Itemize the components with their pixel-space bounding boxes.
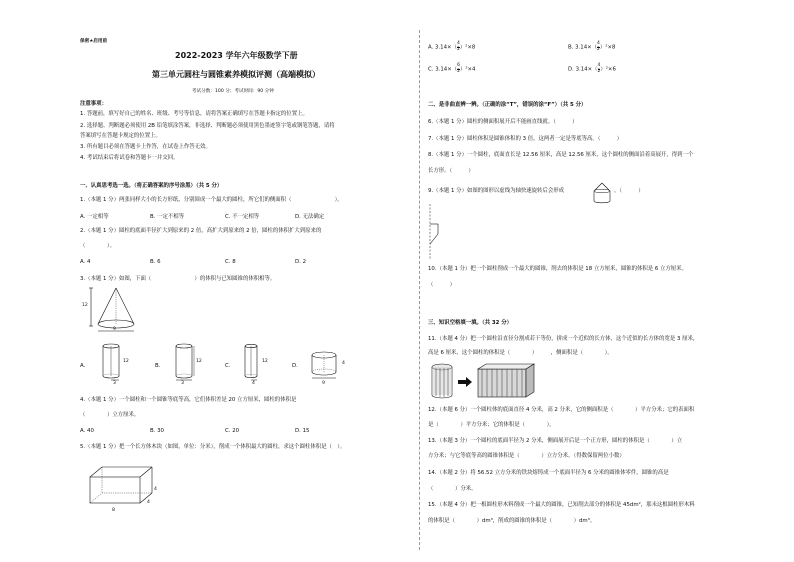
q5-option-c-prefix: C. 3.14×（ [428, 66, 458, 73]
cuboid-length-label: 8 [112, 508, 115, 513]
note-1: 1. 答题前，填写好自己的姓名、班级、考号等信息，请将答案正确填写在答题卡指定的位置上。 [80, 111, 308, 117]
note-4: 4. 考试结束后将试卷和答题卡一并交回。 [80, 155, 179, 161]
q5-option-b[interactable] [568, 42, 615, 52]
q15-text: 15.（本题 4 分）把一根圆柱形木料削成一个最大的圆锥，已知削去部分的体积是 45dm²，那未这根圆柱形木料 [428, 502, 695, 508]
q3-option-c[interactable]: C. [225, 363, 231, 369]
fraction-denominator: 2 [456, 46, 460, 52]
fraction-denominator: 2 [597, 68, 601, 74]
q1-option-d[interactable]: D. 无法确定 [295, 214, 325, 220]
q14-text: 14.（本题 2 分）将 56.52 立方分米的铁块熔铸成一个底面半径为 6 分米的圆锥体零件，圆锥的高是 [428, 470, 669, 476]
q5-option-d-suffix: ）²×6 [600, 66, 616, 73]
note-2: 2. 选择题、判断题必须使用 2B 铅笔填涂答案，非选择、判断题必须使用黑色墨迹签字笔或钢笔答题，请将 [80, 123, 335, 129]
q10-text-cont: （ ） [428, 282, 455, 288]
q1-option-a[interactable]: A. 一定相等 [80, 214, 109, 220]
q6-text: 6.（本题 1 分）圆柱的侧面积展开后不能画直线就。（ ） [428, 119, 578, 125]
cylinder-a-radius: 3 [113, 381, 116, 386]
q5-text: 5.（本题 1 分）把一个长方体木块（如图，单位：分米），削成一个体积最大的圆柱，求这个圆柱体积是（ ）。 [80, 444, 346, 450]
fraction-numerator: 4 [597, 41, 600, 46]
q2-option-c[interactable]: C. 8 [225, 259, 236, 265]
cone-right-edge [116, 288, 134, 324]
q5-option-a-prefix: A. 3.14×（ [428, 44, 457, 51]
q3-text: 3.（本题 1 分）如图，下面（ ）的体积与已知圆锥的体积相等。 [80, 276, 276, 282]
arrow-icon [458, 377, 472, 387]
q5-option-c[interactable] [428, 64, 475, 74]
q9-cone-cylinder-figure [591, 182, 613, 204]
column-divider [419, 30, 421, 550]
q3-option-b[interactable]: B. [155, 363, 161, 369]
q2-text-cont: （ ）。 [80, 243, 116, 249]
cone-left-edge [98, 288, 116, 324]
note-2b: 答案填写在答题卡规定的位置上。 [80, 133, 161, 139]
cuboid-width-label: 4 [147, 500, 150, 505]
q4-option-a[interactable]: A. 40 [80, 428, 94, 434]
cone-radius-label: 9 [113, 327, 116, 332]
q10-text: 10.（本题 1 分）把一个圆柱削成一个最大的圆锥，削去的体积是 18 立方厘米，圆锥的体积是 6 立方厘米。 [428, 266, 687, 272]
q11-cylinder-to-cuboid-figure [430, 363, 550, 403]
q5-option-b-prefix: B. 3.14×（ [568, 44, 598, 51]
section2-heading: 二、是非曲直辨一辨。（正确的涂“T”，错误的涂“F”）（共 5 分） [428, 102, 587, 108]
secret-label: 保密★启用前 [80, 39, 108, 44]
q5-option-a-suffix: ）²×8 [459, 44, 476, 51]
fraction-denominator: 2 [597, 46, 600, 52]
q4-option-c[interactable]: C. 20 [225, 428, 240, 434]
cylinder-c-height: 12 [262, 359, 268, 364]
q4-option-d[interactable]: D. 15 [295, 428, 310, 434]
q12-text: 12.（本题 6 分）一个圆柱体的底面直径 4 分米，高 2 分米，它的侧面积是（ ）平方分米；它的表面积 [428, 407, 695, 413]
q5-option-a[interactable] [428, 42, 475, 52]
cylinder-b-height: 12 [196, 359, 202, 364]
q2-option-b[interactable]: B. 6 [150, 259, 161, 265]
cylinder-a-figure [100, 340, 122, 382]
q14-text-cont: （ ）分米。 [428, 486, 477, 492]
q11-text-cont: 高是 6 厘米，这个圆柱的体积是（ ） ，侧面积是（ ）。 [428, 350, 613, 356]
cylinder-b-diameter: 3 [181, 381, 184, 386]
fraction-numerator: 4 [597, 63, 601, 68]
cuboid-height-label: 4 [154, 487, 157, 492]
cylinder-c-figure [240, 340, 262, 382]
q8-text: 8.（本题 1 分）一个圆柱，底面直长是 12.56 厘米，高是 12.56 厘米，这个圆柱的侧面沿着高展开，得到一个 [428, 152, 694, 158]
q2-text: 2.（本题 1 分）圆柱的底面半径扩大到原来的 2 倍，高扩大到原来的 2 倍，圆柱的体积扩大到原来的 [80, 228, 322, 234]
cylinder-a-height: 12 [123, 359, 129, 364]
q11-text: 11.（本题 4 分）把一个圆柱沿直径分割成若干等份，拼成一个近似的长方体，这个近似的长方体的宽是 3 厘米， [428, 336, 699, 342]
q2-option-a[interactable]: A. 4 [80, 259, 91, 265]
q3-option-a[interactable]: A. [80, 363, 86, 369]
q3-option-d[interactable]: D. [292, 363, 298, 369]
q1-text: 1.（本题 1 分）两张同样大小的长方形纸，分别围成一个最大的圆柱，所它们的侧面积（ ）。 [80, 197, 343, 203]
q4-text-cont: （ ）立方厘米。 [80, 412, 140, 418]
q5-option-c-suffix: ）²×4 [459, 66, 476, 73]
fraction-numerator: 6 [457, 63, 460, 68]
q5-option-d[interactable] [568, 64, 616, 74]
q13-text-cont: 方分米；与它等底等高的圆锥体积是（ ）立方分米。（得数保留两位小数） [428, 453, 625, 459]
exam-title: 2022-2023 学年六年级数学下册 [175, 51, 298, 60]
section1-heading: 一、认真思考选一选。（将正确答案的序号涂黑）（共 5 分） [80, 183, 223, 189]
cylinder-d-height: 4 [342, 361, 345, 366]
cylinder-d-figure [308, 350, 340, 380]
q9-rotation-shape-figure [428, 202, 448, 262]
q1-option-c[interactable]: C. 不一定相等 [225, 214, 260, 220]
note-3: 3. 所有题目必须在答题卡上作答，在试卷上作答无效。 [80, 144, 211, 150]
q7-text: 7.（本题 1 分）圆柱体积是圆锥体积的 3 倍，这两者一定是等底等高。（ ） [428, 136, 623, 142]
q5-option-d-prefix: D. 3.14×（ [568, 66, 598, 73]
section3-heading: 三、知识空格填一填。（共 32 分） [428, 320, 513, 326]
cone-height-label: 12 [82, 303, 88, 308]
q5-option-b-suffix: ）²×8 [599, 44, 616, 51]
q1-option-b[interactable]: B. 一定不相等 [150, 214, 185, 220]
q2-option-d[interactable]: D. 2 [295, 259, 307, 265]
right-column [428, 0, 763, 562]
notes-heading: 注意事项： [80, 101, 107, 107]
q4-option-b[interactable]: B. 30 [150, 428, 164, 434]
exam-info: 考试分数：100 分；考试时间：90 分钟 [192, 89, 274, 94]
cylinder-c-radius: 4 [252, 381, 255, 386]
q15-text-cont: 的体积是（ ）dm³，削成的圆锥的体积是（ ）dm³。 [428, 518, 596, 524]
q8-text-cont: 长方形。（ ） [428, 168, 474, 174]
q9-text: 9.（本题 1 分）如图的图形以虚线为轴快速旋转后会形成 [428, 188, 564, 194]
q13-text: 13.（本题 3 分）一个圆柱的底面半径为 2 分米，侧面展开后是一个正方形，圆柱的体积是（ ）立 [428, 438, 683, 444]
fraction-denominator: 2 [457, 68, 460, 74]
q4-text: 4.（本题 1 分）一个圆柱和一个圆锥等底等高，它们体积差是 20 立方厘米，圆柱的体积是 [80, 397, 297, 403]
fraction-numerator: 4 [456, 41, 460, 46]
q12-text-cont: 是（ ）平方分米；它的体积是（ ）。 [428, 422, 555, 428]
left-column [80, 0, 410, 562]
exam-subtitle: 第三单元圆柱与圆锥素养模拟评测（高端模拟） [152, 70, 320, 79]
q9-blank: 。（ ） [614, 188, 644, 194]
cylinder-d-diameter: 9 [322, 381, 325, 386]
cylinder-b-figure [173, 340, 195, 382]
